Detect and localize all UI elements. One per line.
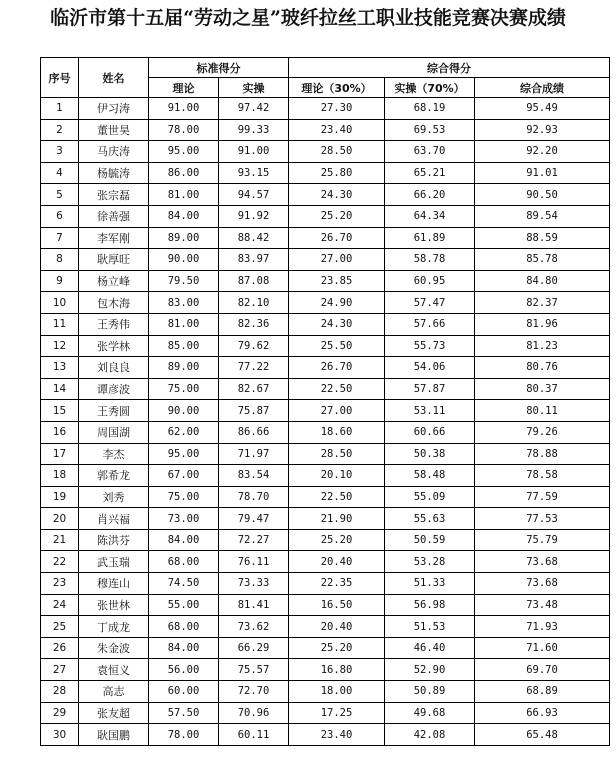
cell-theory-weighted: 21.90 (289, 508, 385, 530)
header-composite-score: 综合得分 (289, 58, 610, 78)
cell-theory-weighted: 26.70 (289, 227, 385, 249)
cell-theory: 83.00 (149, 292, 219, 314)
cell-theory-weighted: 23.40 (289, 119, 385, 141)
cell-theory-weighted: 24.30 (289, 313, 385, 335)
cell-total: 92.20 (475, 141, 610, 163)
cell-total: 75.79 (475, 529, 610, 551)
cell-theory: 89.00 (149, 357, 219, 379)
cell-practice-weighted: 57.66 (385, 313, 475, 335)
cell-total: 92.93 (475, 119, 610, 141)
cell-practice-weighted: 53.11 (385, 400, 475, 422)
cell-theory-weighted: 25.20 (289, 637, 385, 659)
cell-practice-weighted: 50.89 (385, 681, 475, 703)
cell-total: 82.37 (475, 292, 610, 314)
cell-seq: 7 (41, 227, 79, 249)
cell-practice-weighted: 55.63 (385, 508, 475, 530)
header-theory-30: 理论（30%） (289, 78, 385, 98)
table-row (41, 529, 610, 551)
cell-practice-weighted: 50.38 (385, 443, 475, 465)
cell-name: 徐善强 (79, 205, 149, 227)
table-row (41, 659, 610, 681)
cell-name: 耿国鹏 (79, 724, 149, 746)
cell-seq: 18 (41, 465, 79, 487)
cell-total: 71.93 (475, 616, 610, 638)
cell-theory: 81.00 (149, 184, 219, 206)
cell-theory: 85.00 (149, 335, 219, 357)
table-row (41, 98, 610, 120)
cell-theory-weighted: 17.25 (289, 702, 385, 724)
cell-name: 谭彦波 (79, 378, 149, 400)
cell-theory: 86.00 (149, 162, 219, 184)
cell-practice-weighted: 63.70 (385, 141, 475, 163)
table-body (41, 98, 610, 746)
table-row (41, 141, 610, 163)
cell-theory-weighted: 16.80 (289, 659, 385, 681)
cell-theory-weighted: 24.30 (289, 184, 385, 206)
cell-theory: 90.00 (149, 400, 219, 422)
cell-seq: 6 (41, 205, 79, 227)
cell-name: 王秀圆 (79, 400, 149, 422)
cell-practice-weighted: 60.95 (385, 270, 475, 292)
cell-name: 张友超 (79, 702, 149, 724)
cell-theory: 84.00 (149, 529, 219, 551)
cell-practice-weighted: 51.33 (385, 573, 475, 595)
cell-theory-weighted: 18.60 (289, 421, 385, 443)
cell-practice-weighted: 57.87 (385, 378, 475, 400)
cell-total: 90.50 (475, 184, 610, 206)
cell-practice-weighted: 46.40 (385, 637, 475, 659)
cell-name: 朱金波 (79, 637, 149, 659)
cell-practice: 76.11 (219, 551, 289, 573)
table-row (41, 724, 610, 746)
cell-practice: 87.08 (219, 270, 289, 292)
cell-name: 陈洪芬 (79, 529, 149, 551)
cell-seq: 14 (41, 378, 79, 400)
cell-practice: 73.33 (219, 573, 289, 595)
cell-seq: 25 (41, 616, 79, 638)
cell-theory: 95.00 (149, 443, 219, 465)
cell-total: 79.26 (475, 421, 610, 443)
cell-theory-weighted: 24.90 (289, 292, 385, 314)
cell-theory-weighted: 22.50 (289, 378, 385, 400)
table-row (41, 249, 610, 271)
cell-name: 李杰 (79, 443, 149, 465)
cell-name: 武玉瑞 (79, 551, 149, 573)
cell-theory: 95.00 (149, 141, 219, 163)
cell-theory: 67.00 (149, 465, 219, 487)
header-name: 姓名 (79, 58, 149, 98)
header-total: 综合成绩 (475, 78, 610, 98)
cell-theory-weighted: 20.10 (289, 465, 385, 487)
cell-theory-weighted: 25.20 (289, 529, 385, 551)
cell-practice: 78.70 (219, 486, 289, 508)
cell-seq: 30 (41, 724, 79, 746)
cell-practice-weighted: 68.19 (385, 98, 475, 120)
cell-total: 73.68 (475, 573, 610, 595)
cell-practice-weighted: 49.68 (385, 702, 475, 724)
cell-total: 95.49 (475, 98, 610, 120)
cell-practice: 79.62 (219, 335, 289, 357)
cell-practice: 60.11 (219, 724, 289, 746)
cell-theory: 75.00 (149, 486, 219, 508)
cell-theory-weighted: 25.20 (289, 205, 385, 227)
cell-practice: 86.66 (219, 421, 289, 443)
cell-total: 88.59 (475, 227, 610, 249)
cell-total: 77.53 (475, 508, 610, 530)
cell-name: 马庆涛 (79, 141, 149, 163)
table-row (41, 443, 610, 465)
cell-name: 李军刚 (79, 227, 149, 249)
table-row (41, 702, 610, 724)
cell-practice: 83.97 (219, 249, 289, 271)
cell-practice-weighted: 64.34 (385, 205, 475, 227)
cell-theory: 90.00 (149, 249, 219, 271)
cell-seq: 26 (41, 637, 79, 659)
cell-theory-weighted: 27.30 (289, 98, 385, 120)
cell-total: 84.80 (475, 270, 610, 292)
cell-total: 85.78 (475, 249, 610, 271)
cell-total: 78.58 (475, 465, 610, 487)
cell-practice: 88.42 (219, 227, 289, 249)
cell-theory: 89.00 (149, 227, 219, 249)
cell-theory: 68.00 (149, 616, 219, 638)
cell-practice-weighted: 42.08 (385, 724, 475, 746)
cell-name: 高志 (79, 681, 149, 703)
cell-seq: 29 (41, 702, 79, 724)
cell-practice: 77.22 (219, 357, 289, 379)
cell-practice: 66.29 (219, 637, 289, 659)
cell-seq: 21 (41, 529, 79, 551)
cell-practice: 94.57 (219, 184, 289, 206)
header-practice: 实操 (219, 78, 289, 98)
header-seq: 序号 (41, 58, 79, 98)
table-row (41, 681, 610, 703)
cell-practice: 72.27 (219, 529, 289, 551)
table-row (41, 162, 610, 184)
cell-theory-weighted: 27.00 (289, 400, 385, 422)
cell-practice: 79.47 (219, 508, 289, 530)
cell-seq: 27 (41, 659, 79, 681)
cell-name: 张宗磊 (79, 184, 149, 206)
cell-practice-weighted: 65.21 (385, 162, 475, 184)
cell-seq: 28 (41, 681, 79, 703)
cell-theory-weighted: 20.40 (289, 551, 385, 573)
table-row (41, 378, 610, 400)
cell-seq: 10 (41, 292, 79, 314)
cell-theory: 60.00 (149, 681, 219, 703)
cell-theory: 62.00 (149, 421, 219, 443)
cell-name: 刘秀 (79, 486, 149, 508)
cell-theory: 81.00 (149, 313, 219, 335)
cell-name: 包木海 (79, 292, 149, 314)
cell-seq: 13 (41, 357, 79, 379)
cell-seq: 19 (41, 486, 79, 508)
cell-practice: 99.33 (219, 119, 289, 141)
cell-theory-weighted: 23.40 (289, 724, 385, 746)
table-row (41, 357, 610, 379)
cell-practice-weighted: 57.47 (385, 292, 475, 314)
cell-practice-weighted: 58.78 (385, 249, 475, 271)
cell-theory-weighted: 16.50 (289, 594, 385, 616)
cell-practice: 72.70 (219, 681, 289, 703)
cell-theory: 68.00 (149, 551, 219, 573)
table-row (41, 184, 610, 206)
cell-name: 郭希龙 (79, 465, 149, 487)
cell-total: 89.54 (475, 205, 610, 227)
cell-practice: 82.67 (219, 378, 289, 400)
cell-total: 78.88 (475, 443, 610, 465)
cell-name: 丁成龙 (79, 616, 149, 638)
cell-theory-weighted: 22.35 (289, 573, 385, 595)
table-row (41, 205, 610, 227)
cell-seq: 2 (41, 119, 79, 141)
table-row (41, 400, 610, 422)
table-row (41, 637, 610, 659)
cell-practice: 81.41 (219, 594, 289, 616)
cell-practice-weighted: 51.53 (385, 616, 475, 638)
cell-seq: 22 (41, 551, 79, 573)
cell-total: 81.96 (475, 313, 610, 335)
cell-name: 董世昊 (79, 119, 149, 141)
cell-seq: 20 (41, 508, 79, 530)
cell-total: 71.60 (475, 637, 610, 659)
cell-theory: 78.00 (149, 119, 219, 141)
cell-practice: 71.97 (219, 443, 289, 465)
table-row (41, 508, 610, 530)
cell-total: 68.89 (475, 681, 610, 703)
cell-practice-weighted: 55.73 (385, 335, 475, 357)
header-standard-score: 标准得分 (149, 58, 289, 78)
cell-theory-weighted: 26.70 (289, 357, 385, 379)
cell-name: 伊习涛 (79, 98, 149, 120)
cell-theory-weighted: 18.00 (289, 681, 385, 703)
header-practice-70: 实操（70%） (385, 78, 475, 98)
table-row (41, 573, 610, 595)
table-row (41, 227, 610, 249)
header-theory: 理论 (149, 78, 219, 98)
cell-practice-weighted: 56.98 (385, 594, 475, 616)
cell-practice-weighted: 66.20 (385, 184, 475, 206)
cell-name: 周国湖 (79, 421, 149, 443)
cell-seq: 17 (41, 443, 79, 465)
cell-name: 杨毓涛 (79, 162, 149, 184)
table-row (41, 270, 610, 292)
cell-theory-weighted: 27.00 (289, 249, 385, 271)
cell-total: 80.76 (475, 357, 610, 379)
cell-total: 77.59 (475, 486, 610, 508)
cell-seq: 24 (41, 594, 79, 616)
cell-practice: 82.36 (219, 313, 289, 335)
cell-seq: 1 (41, 98, 79, 120)
cell-practice: 75.87 (219, 400, 289, 422)
cell-theory: 84.00 (149, 205, 219, 227)
cell-name: 肖兴福 (79, 508, 149, 530)
cell-theory: 57.50 (149, 702, 219, 724)
cell-name: 王秀伟 (79, 313, 149, 335)
cell-total: 80.11 (475, 400, 610, 422)
results-table (40, 57, 610, 746)
cell-theory-weighted: 22.50 (289, 486, 385, 508)
cell-total: 65.48 (475, 724, 610, 746)
cell-total: 69.70 (475, 659, 610, 681)
cell-practice-weighted: 50.59 (385, 529, 475, 551)
cell-practice-weighted: 58.48 (385, 465, 475, 487)
cell-total: 66.93 (475, 702, 610, 724)
cell-seq: 11 (41, 313, 79, 335)
table-row (41, 421, 610, 443)
cell-theory-weighted: 28.50 (289, 443, 385, 465)
cell-practice: 70.96 (219, 702, 289, 724)
cell-name: 耿厚旺 (79, 249, 149, 271)
cell-seq: 4 (41, 162, 79, 184)
cell-total: 73.68 (475, 551, 610, 573)
cell-seq: 12 (41, 335, 79, 357)
cell-seq: 3 (41, 141, 79, 163)
cell-theory: 78.00 (149, 724, 219, 746)
table-row (41, 465, 610, 487)
cell-practice-weighted: 61.89 (385, 227, 475, 249)
cell-total: 80.37 (475, 378, 610, 400)
cell-theory-weighted: 20.40 (289, 616, 385, 638)
cell-name: 袁恒义 (79, 659, 149, 681)
cell-name: 张学林 (79, 335, 149, 357)
cell-practice-weighted: 53.28 (385, 551, 475, 573)
table-row (41, 594, 610, 616)
table-row (41, 335, 610, 357)
cell-seq: 5 (41, 184, 79, 206)
cell-name: 穆连山 (79, 573, 149, 595)
cell-practice: 91.00 (219, 141, 289, 163)
cell-practice: 73.62 (219, 616, 289, 638)
cell-practice: 93.15 (219, 162, 289, 184)
cell-total: 73.48 (475, 594, 610, 616)
cell-theory-weighted: 25.50 (289, 335, 385, 357)
cell-practice-weighted: 55.09 (385, 486, 475, 508)
cell-theory: 79.50 (149, 270, 219, 292)
cell-seq: 8 (41, 249, 79, 271)
cell-theory: 55.00 (149, 594, 219, 616)
page-title: 临沂市第十五届“劳动之星”玻纤拉丝工职业技能竞赛决赛成绩 (50, 7, 566, 29)
cell-practice: 83.54 (219, 465, 289, 487)
cell-theory: 91.00 (149, 98, 219, 120)
cell-theory: 75.00 (149, 378, 219, 400)
cell-practice: 97.42 (219, 98, 289, 120)
cell-practice-weighted: 60.66 (385, 421, 475, 443)
table-row (41, 313, 610, 335)
cell-theory: 84.00 (149, 637, 219, 659)
table-row (41, 486, 610, 508)
cell-theory-weighted: 23.85 (289, 270, 385, 292)
table-row (41, 119, 610, 141)
cell-total: 81.23 (475, 335, 610, 357)
table-row (41, 616, 610, 638)
cell-seq: 23 (41, 573, 79, 595)
table-row (41, 551, 610, 573)
cell-name: 张世林 (79, 594, 149, 616)
cell-theory: 73.00 (149, 508, 219, 530)
cell-practice: 82.10 (219, 292, 289, 314)
cell-practice-weighted: 54.06 (385, 357, 475, 379)
table-header (41, 58, 610, 98)
cell-seq: 9 (41, 270, 79, 292)
cell-seq: 15 (41, 400, 79, 422)
cell-name: 杨立峰 (79, 270, 149, 292)
cell-practice-weighted: 69.53 (385, 119, 475, 141)
cell-seq: 16 (41, 421, 79, 443)
cell-name: 刘良良 (79, 357, 149, 379)
cell-theory-weighted: 28.50 (289, 141, 385, 163)
cell-total: 91.01 (475, 162, 610, 184)
cell-practice: 91.92 (219, 205, 289, 227)
cell-practice: 75.57 (219, 659, 289, 681)
cell-practice-weighted: 52.90 (385, 659, 475, 681)
cell-theory: 56.00 (149, 659, 219, 681)
cell-theory: 74.50 (149, 573, 219, 595)
cell-theory-weighted: 25.80 (289, 162, 385, 184)
table-row (41, 292, 610, 314)
